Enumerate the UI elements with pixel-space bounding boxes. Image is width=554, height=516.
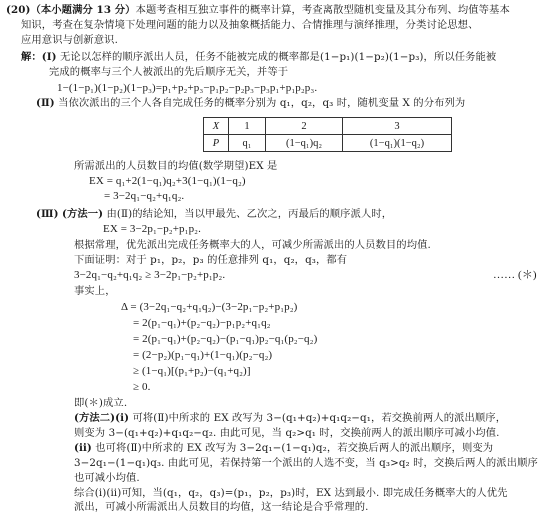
table-row bbox=[204, 135, 452, 152]
table-cell: P bbox=[204, 135, 229, 152]
delta-step-1: Δ = (3−2q₁−q₂+q₁q₂)−(3−2p₁−p₂+p₁p₂) bbox=[121, 301, 298, 313]
part3-line-3: 下面证明：对于 p₁，p₂，p₃ 的任意排列 q₁，q₂，q₃，都有 bbox=[74, 254, 348, 266]
method2-ii-text-1: 也可将(Ⅱ)中所求的 EX 改写为 3−2q₁−(1−q₁)q₂，若交换后两人的派出顺序，则变为 bbox=[95, 442, 494, 454]
method2-ii-line-3: 也可减小均值. bbox=[74, 472, 140, 484]
delta-step-3: = 2(p₁−q₁)+(p₂−q₂)−(p₁−q₁)p₂−q₁(p₂−q₂) bbox=[133, 333, 318, 345]
table-cell: 1 bbox=[229, 118, 266, 135]
method2-ii-line-1 bbox=[74, 441, 493, 455]
part1-formula: 1−(1−p₁)(1−p₂)(1−p₃)=p₁+p₂+p₃−p₁p₂−p₂p₃−p₃p₁+p₁p₂p₃. bbox=[57, 82, 318, 94]
method2-i-text-1: 可将(Ⅱ)中所求的 EX 改写为 3−(q₁+q₂)+q₁q₂−q₁，若交换前两人的派出顺序， bbox=[132, 412, 507, 424]
score-note: （本小题满分 13 分） bbox=[30, 4, 136, 16]
part1-line-1 bbox=[21, 50, 496, 64]
mean-intro: 所需派出的人员数目的均值(数学期望)EX 是 bbox=[74, 160, 278, 172]
part2-label: (Ⅱ) bbox=[36, 97, 55, 109]
part3-ex: EX = 3−2p₁−p₂+p₁p₂. bbox=[103, 223, 201, 235]
conclusion-line-1: 综合(ⅰ)(ⅱ)可知，当(q₁，q₂，q₃)=(p₁，p₂，p₃)时，EX 达到最小. 即完成任务概率大的人优先 bbox=[74, 487, 508, 499]
part3-text-1: 由(Ⅱ)的结论知，当以甲最先、乙次之，丙最后的顺序派人时， bbox=[106, 208, 393, 220]
header-line-3: 应用意识与创新意识. bbox=[21, 34, 118, 46]
table-cell: X bbox=[204, 118, 229, 135]
delta-step-4: = (2−p₂)(p₁−q₁)+(1−q₁)(p₂−q₂) bbox=[133, 349, 273, 361]
part3-line-1 bbox=[36, 207, 392, 221]
ex-formula-2: = 3−2q₁−q₂+q₁q₂. bbox=[104, 190, 185, 202]
part3-label: (Ⅲ) bbox=[36, 208, 59, 220]
delta-step-5: ≥ (1−q₁)[(p₁+p₂)−(q₁+q₂)] bbox=[133, 365, 251, 377]
method2-i-line-2: 则变为 3−(q₁+q₂)+q₁q₂−q₂. 由此可见，当 q₂>q₁ 时，交换前两人的派出顺序可减小均值. bbox=[74, 427, 500, 439]
part1-line-2: 完成的概率与三个人被派出的先后顺序无关，并等于 bbox=[49, 66, 289, 78]
problem-number: (20) bbox=[6, 4, 31, 16]
delta-step-2: = 2(p₁−q₁)+(p₂−q₂)−p₁p₂+q₁q₂ bbox=[133, 317, 271, 329]
table-row bbox=[204, 118, 452, 135]
conclusion-line-2: 派出，可减小所需派出人员数目的均值，这一结论是合乎常理的. bbox=[74, 501, 369, 513]
part2-text-1: 当依次派出的三个人各自完成任务的概率分别为 q₁，q₂，q₃ 时，随机变量 X 的分布列为 bbox=[58, 97, 466, 109]
part3-line-2: 根据常理，优先派出完成任务概率大的人，可减少所需派出的人员数目的均值. bbox=[74, 239, 431, 251]
delta-step-6: ≥ 0. bbox=[133, 381, 151, 393]
header-line-2: 知识，考查在复杂情境下处理问题的能力以及抽象概括能力、合情推理与演绎推理，分类讨论思想、 bbox=[21, 19, 479, 31]
table-cell: (1−q₁)(1−q₂) bbox=[343, 135, 452, 152]
ex-formula-1: EX = q₁+2(1−q₁)q₂+3(1−q₁)(1−q₂) bbox=[89, 175, 246, 187]
table-cell: 2 bbox=[266, 118, 343, 135]
method2-i-label: (ⅰ) bbox=[115, 412, 130, 424]
table-cell: 3 bbox=[343, 118, 452, 135]
method2-label: (方法二) bbox=[74, 412, 116, 424]
header-text: 本题考查相互独立事件的概率计算，考查离散型随机变量及其分布列、均值等基本 bbox=[135, 4, 510, 16]
method1-label: (方法一) bbox=[61, 208, 104, 220]
holds-text: 即(＊)成立. bbox=[74, 397, 128, 409]
distribution-table bbox=[203, 117, 452, 152]
inequality-tag: …… (＊) bbox=[493, 269, 537, 281]
table-cell: q₁ bbox=[229, 135, 266, 152]
method2-line-1 bbox=[74, 411, 506, 425]
inequality: 3−2q₁−q₂+q₁q₂ ≥ 3−2p₁−p₂+p₁p₂. bbox=[74, 269, 226, 281]
fact-intro: 事实上， bbox=[74, 285, 116, 297]
problem-header bbox=[6, 3, 510, 17]
table-cell: (1−q₁)q₂ bbox=[266, 135, 343, 152]
part1-text-1: 无论以怎样的顺序派出人员，任务不能被完成的概率都是(1−p₁)(1−p₂)(1−p₃)，所以任务能被 bbox=[60, 51, 497, 63]
part1-label: 解：(Ⅰ) bbox=[21, 51, 57, 63]
part2-line-1 bbox=[36, 96, 465, 110]
method2-ii-line-2: 3−2q₁−(1−q₁)q₃. 由此可见，若保持第一个派出的人选不变，当 q₃>q₂ 时，交换后两人的派出顺序 bbox=[74, 457, 538, 469]
method2-ii-label: (ⅱ) bbox=[74, 442, 92, 454]
